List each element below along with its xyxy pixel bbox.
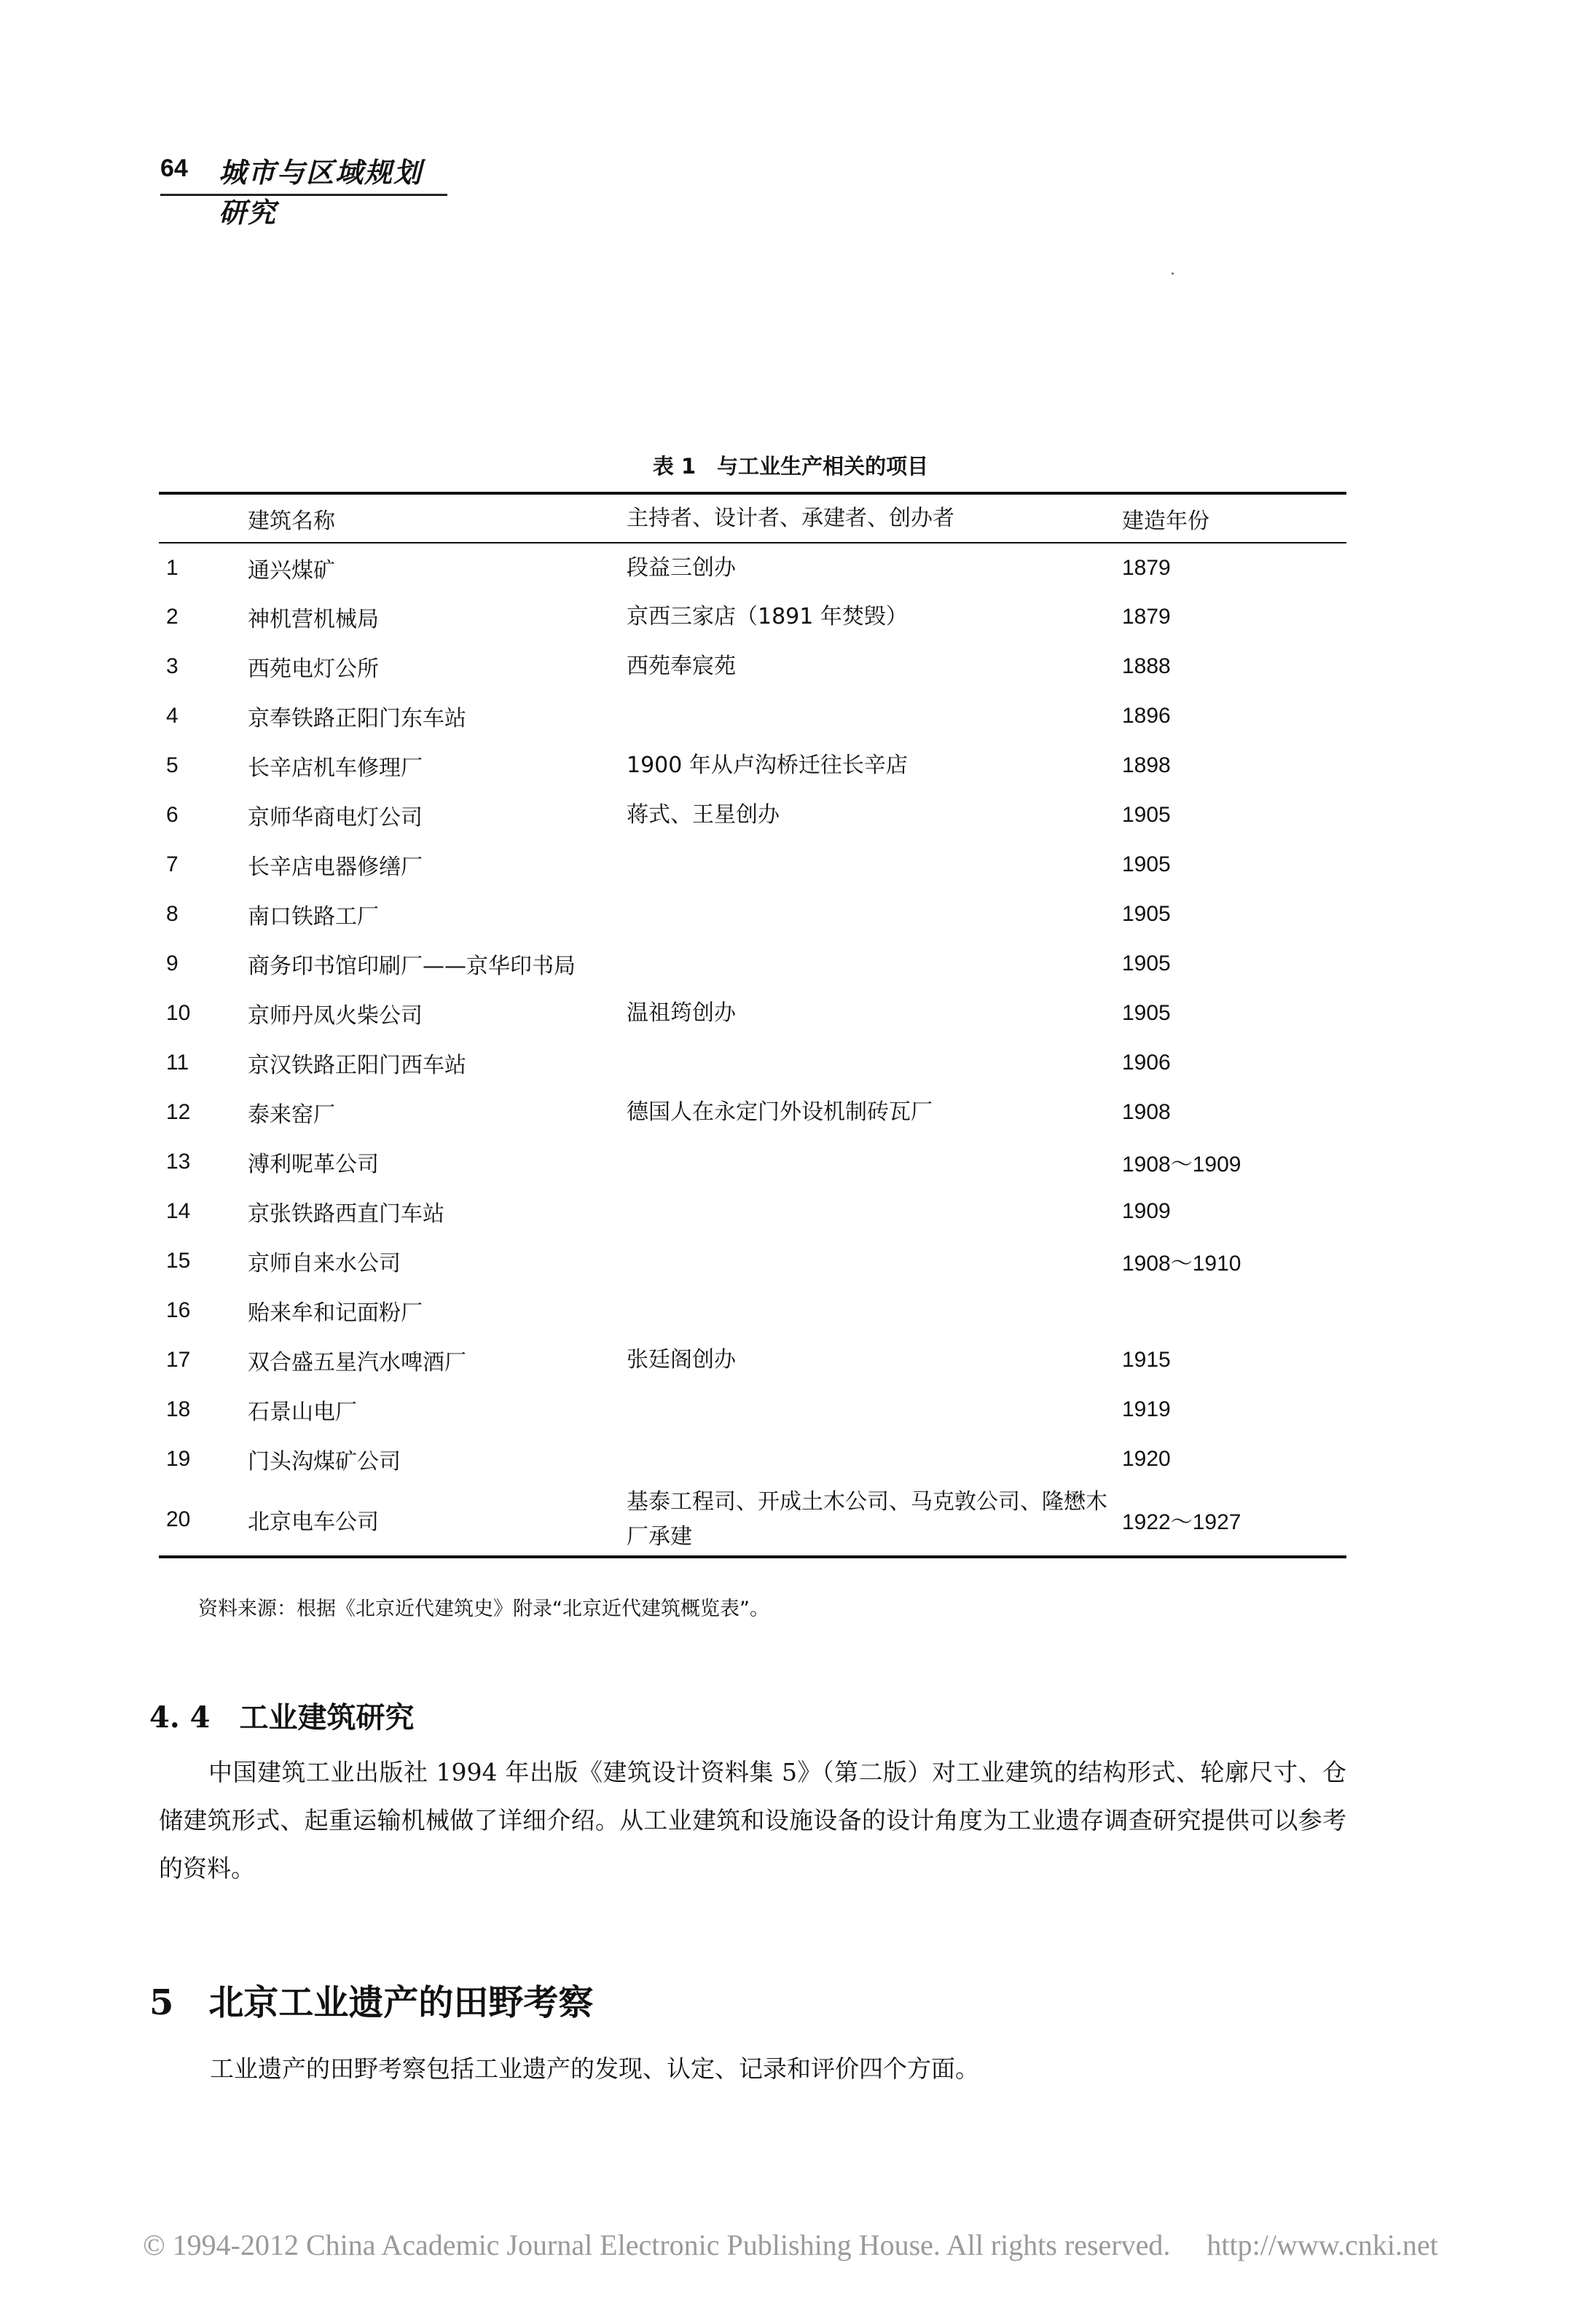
- cell-host: 张廷阁创办: [627, 1347, 736, 1373]
- cell-year: [1122, 1286, 1346, 1335]
- cell-host: 温祖筠创办: [627, 1000, 736, 1026]
- table-row: [159, 1286, 1346, 1335]
- cell-name: 北京电车公司: [248, 1510, 379, 1535]
- cell-name: 门头沟煤矿公司: [248, 1449, 401, 1475]
- table-row: [159, 1088, 1346, 1137]
- cell-host: [627, 1187, 1122, 1236]
- cell-name: 西苑电灯公所: [248, 656, 379, 682]
- cell-year: 1919: [1122, 1397, 1171, 1421]
- table-row: [159, 1137, 1346, 1187]
- table-header-row: [159, 493, 1346, 543]
- section-heading-4-4: 4. 4 工业建筑研究: [149, 1700, 415, 1735]
- cell-host: [627, 939, 1122, 989]
- cell-host: 1900 年从卢沟桥迁往长辛店: [627, 753, 908, 778]
- cell-number: 12: [166, 1100, 191, 1124]
- cell-host: 蒋式、王星创办: [627, 802, 780, 828]
- table-row: [159, 1335, 1346, 1385]
- table-row: [159, 1434, 1346, 1484]
- section-heading-5: 5 北京工业遗产的田野考察: [149, 1982, 594, 2023]
- section-paragraph-4-4: 中国建筑工业出版社 1994 年出版《建筑设计资料集 5》（第二版）对工业建筑的结构形式、轮廓尺寸、仓储建筑形式、起重运输机械做了详细介绍。从工业建筑和设施设备的设计角度为工业遗存调查研究提供可以参考的资料。: [159, 1758, 1346, 1883]
- table-row: [159, 840, 1346, 890]
- cell-name: 双合盛五星汽水啤酒厂: [248, 1350, 466, 1375]
- cell-name: 通兴煤矿: [248, 557, 335, 584]
- cell-name: 长辛店电器修缮厂: [248, 855, 423, 880]
- cell-number: 17: [166, 1348, 191, 1372]
- table-row: [159, 939, 1346, 989]
- cell-year: 1898: [1122, 753, 1171, 777]
- cell-number: 13: [166, 1150, 191, 1174]
- cell-host: [627, 890, 1122, 939]
- cell-host: [627, 840, 1122, 890]
- journal-title: 城市与区域规划研究: [219, 156, 423, 229]
- cell-number: 8: [166, 902, 178, 926]
- cell-name: 京汉铁路正阳门西车站: [248, 1053, 466, 1078]
- cell-name: 京奉铁路正阳门东车站: [248, 706, 466, 731]
- cell-host: [627, 1385, 1122, 1434]
- cell-year: 1905: [1122, 951, 1171, 975]
- cell-name: 南口铁路工厂: [248, 904, 379, 930]
- cell-number: 5: [166, 753, 178, 777]
- industrial-projects-table: [159, 492, 1346, 1558]
- cell-year: 1909: [1122, 1199, 1171, 1223]
- table-row: [159, 1187, 1346, 1236]
- cell-year: 1905: [1122, 902, 1171, 926]
- cell-number: 1: [166, 555, 178, 580]
- column-header-number: [159, 493, 248, 543]
- cell-number: 15: [166, 1249, 191, 1273]
- cell-host: 京西三家店（1891 年焚毁）: [627, 604, 908, 629]
- cell-number: 19: [166, 1447, 191, 1471]
- cell-number: 2: [166, 605, 178, 629]
- table-row: [159, 1236, 1346, 1286]
- cell-name: 泰来窑厂: [248, 1102, 335, 1128]
- column-header-year: 建造年份: [1122, 509, 1209, 533]
- cell-host: [627, 1434, 1122, 1484]
- cell-name: 商务印书馆印刷厂——京华印书局: [248, 954, 576, 979]
- cell-host: 德国人在永定门外设机制砖瓦厂: [627, 1099, 933, 1125]
- cell-host: 基泰工程司、开成土木公司、马克敦公司、隆懋木厂承建: [627, 1489, 1107, 1550]
- table-container: [159, 492, 1346, 1558]
- cell-year: 1908: [1122, 1100, 1171, 1124]
- cell-year: 1896: [1122, 704, 1171, 728]
- table-caption: 表 1 与工业生产相关的项目: [652, 454, 929, 479]
- cell-host: [627, 1286, 1122, 1335]
- cell-number: 4: [166, 704, 178, 728]
- cell-year: 1908～1910: [1122, 1252, 1241, 1276]
- cell-number: 7: [166, 852, 178, 876]
- cell-name: 长辛店机车修理厂: [248, 755, 423, 781]
- cell-name: 京师丹凤火柴公司: [248, 1003, 423, 1029]
- cell-year: 1905: [1122, 1001, 1171, 1025]
- cell-number: 20: [166, 1507, 191, 1531]
- cell-year: 1908～1909: [1122, 1153, 1241, 1177]
- page-number: 64: [160, 154, 188, 182]
- cell-name: 神机营机械局: [248, 607, 379, 632]
- cell-host: 段益三创办: [627, 554, 736, 581]
- cell-year: 1879: [1122, 605, 1171, 629]
- cell-year: 1906: [1122, 1051, 1171, 1075]
- copyright-footer: © 1994-2012 China Academic Journal Electronic Publishing House. All rights reserved. http://www.cnki.net: [143, 2229, 1438, 2261]
- table-row: [159, 741, 1346, 790]
- cell-year: 1905: [1122, 852, 1171, 876]
- cell-number: 6: [166, 803, 178, 827]
- table-source-note: 资料来源：根据《北京近代建筑史》附录“北京近代建筑概览表”。: [198, 1598, 769, 1620]
- cell-name: 贻来牟和记面粉厂: [248, 1300, 423, 1326]
- cell-host: [627, 1038, 1122, 1088]
- cell-number: 9: [166, 951, 178, 975]
- cell-host: [627, 691, 1122, 741]
- cell-year: 1879: [1122, 555, 1171, 580]
- column-header-name: 建筑名称: [248, 508, 335, 534]
- cell-number: 11: [166, 1051, 189, 1075]
- cell-number: 16: [166, 1298, 191, 1322]
- cell-name: 京师自来水公司: [248, 1251, 401, 1276]
- table-row: [159, 592, 1346, 642]
- cell-name: 京张铁路西直门车站: [248, 1201, 444, 1227]
- cell-year: 1915: [1122, 1348, 1171, 1372]
- table-row: [159, 642, 1346, 691]
- cell-host: 西苑奉宸苑: [627, 653, 736, 679]
- column-header-host: 主持者、设计者、承建者、创办者: [627, 505, 954, 531]
- cell-number: 10: [166, 1001, 191, 1025]
- cell-year: 1905: [1122, 803, 1171, 827]
- cell-year: 1888: [1122, 654, 1171, 678]
- cell-year: 1920: [1122, 1447, 1171, 1471]
- table-row: [159, 790, 1346, 840]
- table-row: [159, 1385, 1346, 1434]
- table-body: [159, 543, 1346, 1557]
- cell-name: 石景山电厂: [248, 1399, 357, 1425]
- table-row: [159, 890, 1346, 939]
- table-row: [159, 1484, 1346, 1557]
- table-row: [159, 543, 1346, 592]
- cell-number: 3: [166, 654, 178, 678]
- cell-number: 18: [166, 1397, 191, 1421]
- table-row: [159, 691, 1346, 741]
- cell-year: 1922～1927: [1122, 1510, 1241, 1534]
- cell-number: 14: [166, 1199, 191, 1223]
- table-row: [159, 1038, 1346, 1088]
- table-row: [159, 989, 1346, 1038]
- cell-host: [627, 1137, 1122, 1187]
- cell-name: 溥利呢革公司: [248, 1152, 379, 1177]
- cell-name: 京师华商电灯公司: [248, 805, 423, 831]
- scan-speck: [1172, 272, 1174, 275]
- section-paragraph-5: 工业遗产的田野考察包括工业遗产的发现、认定、记录和评价四个方面。: [210, 2054, 979, 2083]
- cell-host: [627, 1236, 1122, 1286]
- running-header: [160, 146, 447, 229]
